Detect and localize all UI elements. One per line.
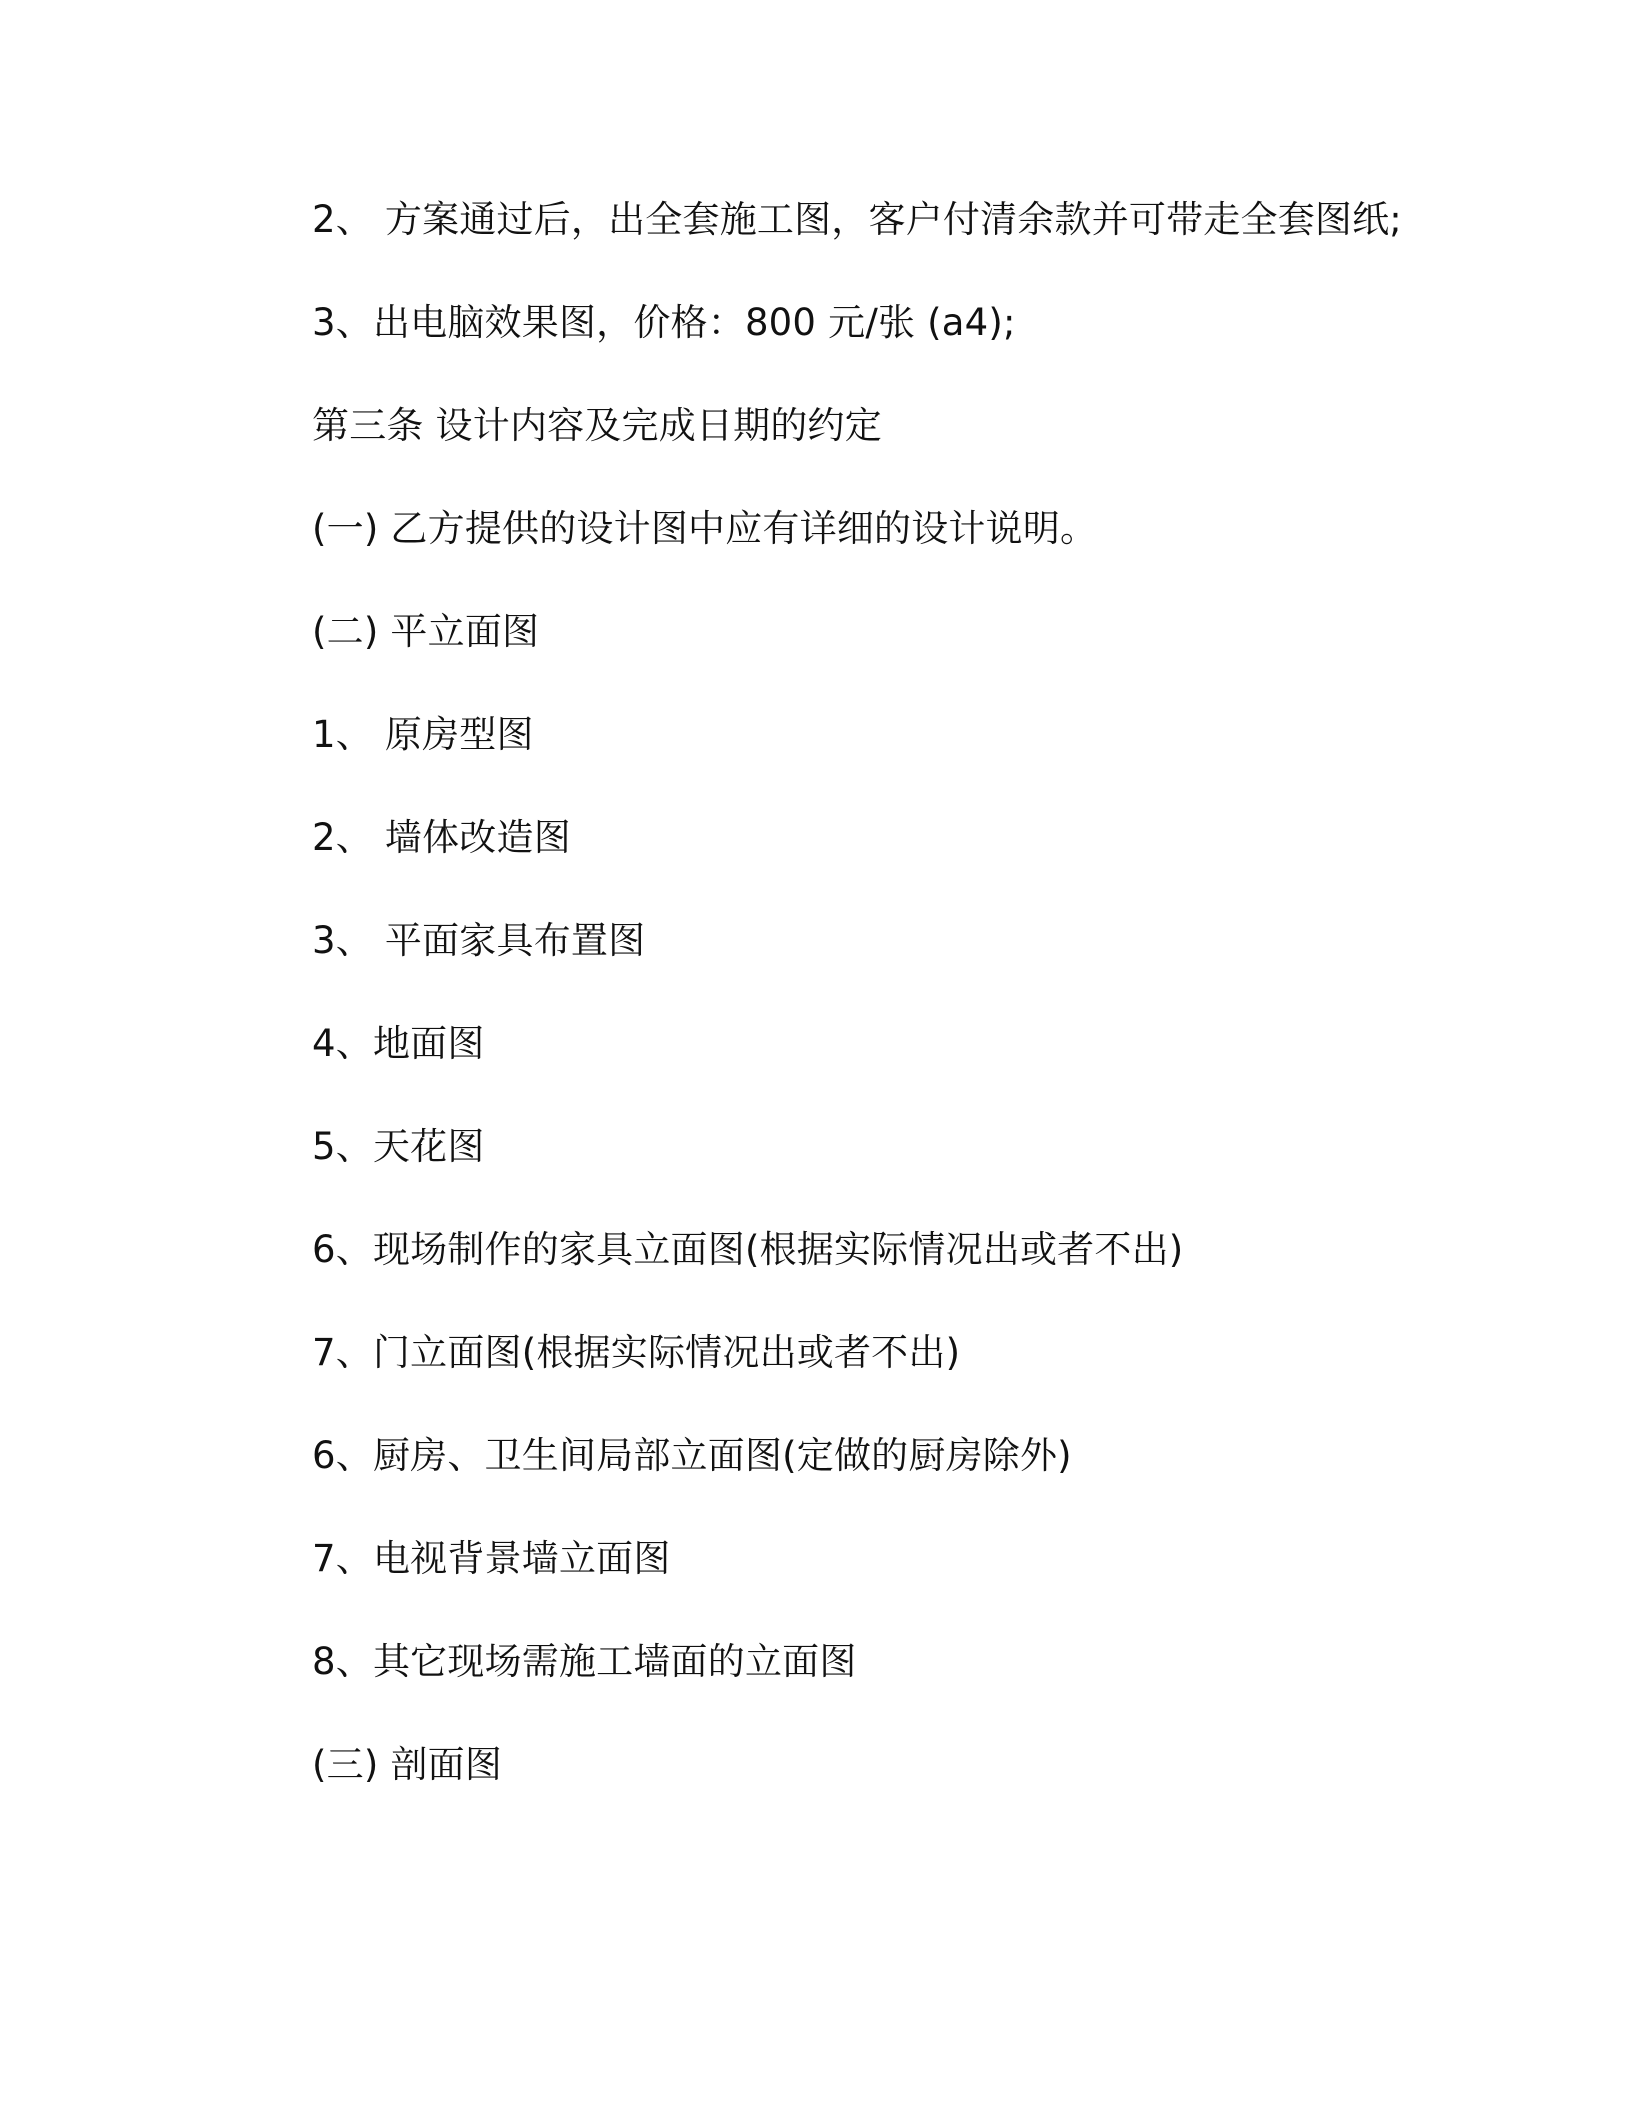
drawing-item-3: 3、 平面家具布置图 — [312, 919, 646, 962]
section-1-heading: (一) 乙方提供的设计图中应有详细的设计说明。 — [312, 507, 1098, 550]
drawing-item-7: 7、门立面图(根据实际情况出或者不出) — [312, 1331, 961, 1374]
section-3-heading: (三) 剖面图 — [312, 1743, 503, 1786]
drawing-item-7b: 7、电视背景墙立面图 — [312, 1537, 671, 1580]
drawing-item-8: 8、其它现场需施工墙面的立面图 — [312, 1640, 857, 1683]
drawing-item-6b: 6、厨房、卫生间局部立面图(定做的厨房除外) — [312, 1434, 1072, 1477]
section-2-heading: (二) 平立面图 — [312, 610, 540, 653]
item-payment-step-3: 3、出电脑效果图，价格：800 元/张 (a4); — [312, 301, 1016, 344]
drawing-item-6: 6、现场制作的家具立面图(根据实际情况出或者不出) — [312, 1228, 1184, 1271]
drawing-item-1: 1、 原房型图 — [312, 713, 534, 756]
document-body — [312, 192, 1512, 1840]
article-3-heading: 第三条 设计内容及完成日期的约定 — [312, 404, 882, 447]
drawing-item-5: 5、天花图 — [312, 1125, 485, 1168]
item-payment-step-2: 2、 方案通过后，出全套施工图，客户付清余款并可带走全套图纸; — [312, 198, 1402, 241]
drawing-item-2: 2、 墙体改造图 — [312, 816, 571, 859]
drawing-item-4: 4、地面图 — [312, 1022, 485, 1065]
